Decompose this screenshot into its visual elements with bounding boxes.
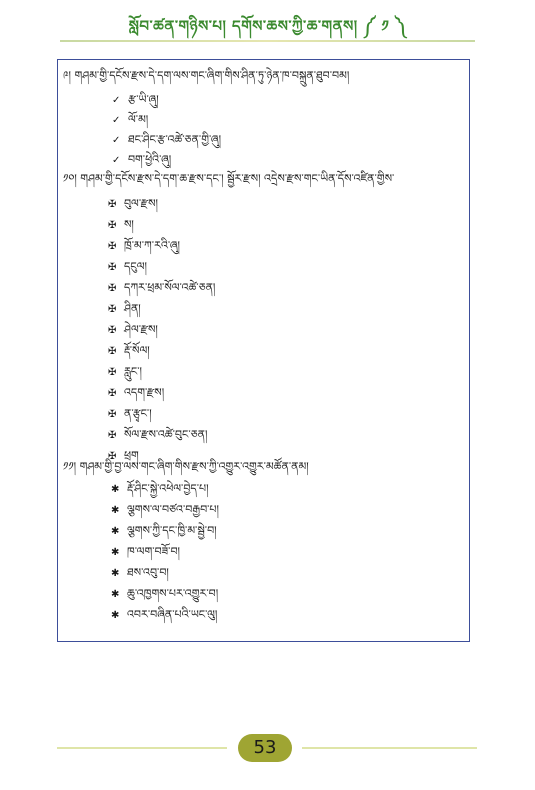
list-item — [108, 344, 150, 359]
option-label: ལོ་མ། — [128, 113, 149, 126]
list-item — [108, 386, 164, 401]
check-icon: ✓ — [112, 115, 121, 126]
asterisk-icon: ✱ — [111, 568, 120, 579]
question-11: ༡༡། གཤམ་གྱི་བྱ་ལས་གང་ཞིག་གིས་རྫས་ཀྱི་འགྱུར་འགྱུར་མཚོན་ནམ། — [63, 460, 309, 473]
option-label: རྡོ་སོལ། — [124, 344, 150, 357]
asterisk-icon: ✱ — [111, 589, 120, 600]
asterisk-icon: ✱ — [111, 505, 120, 516]
check-icon: ✓ — [112, 95, 121, 106]
list-item — [111, 503, 219, 518]
list-item — [108, 281, 215, 296]
maltese-cross-icon: ✠ — [108, 220, 117, 231]
check-icon: ✓ — [112, 155, 121, 166]
option-label: ཤེལ་རྫས། — [124, 323, 158, 336]
asterisk-icon: ✱ — [111, 547, 120, 558]
option-label: དངུལ། — [124, 260, 147, 273]
list-item — [111, 566, 169, 581]
option-label: འདག་རྫས། — [124, 386, 165, 399]
maltese-cross-icon: ✠ — [108, 451, 117, 462]
list-item — [111, 482, 209, 497]
option-label: འབར་བཞིན་པའི་ཡང་ལུ། — [127, 608, 218, 621]
list-item — [111, 524, 217, 539]
maltese-cross-icon: ✠ — [108, 325, 117, 336]
option-label: རླུང་། — [124, 365, 142, 378]
option-label: ཐས་འབུ་བ། — [127, 566, 169, 579]
option-label: ལྕགས་ལ་བཙའ་བརྒྱབ་པ། — [127, 503, 219, 516]
header-divider — [60, 40, 475, 42]
maltese-cross-icon: ✠ — [108, 262, 117, 273]
maltese-cross-icon: ✠ — [108, 199, 117, 210]
asterisk-icon: ✱ — [111, 526, 120, 537]
list-item — [108, 197, 158, 212]
maltese-cross-icon: ✠ — [108, 283, 117, 294]
question-10: ༡༠། གཤམ་གྱི་དངོས་རྫས་དེ་དག་ཆ་རྫས་དང་། སྦྱོར་རྫས། འདྲེས་རྫས་གང་ཡིན་དོས་འཛིན་གྱིས་ — [63, 172, 395, 185]
question-9: ༩། གཤམ་གྱི་དངོས་རྫས་དེ་དག་ལས་གང་ཞིག་གིས་ཤིན་ཏུ་ཉེན་ཁ་བསྐྲུན་ཐུབ་བམ། — [63, 69, 350, 82]
list-item — [108, 407, 152, 422]
option-label: ས། — [124, 218, 134, 231]
list-item — [112, 133, 221, 148]
page-header-title: སློབ་ཚན་གཉིས་པ། དགོས་ཆས་ཀྱི་ཆ་གནས། ༼ ༡ ༽ — [128, 17, 407, 35]
option-label: རྡོ་ཤིང་སྐྱེ་འཕེལ་བྱེད་པ། — [127, 482, 209, 495]
option-label: རྩ་ཡི་ཞུ། — [128, 93, 159, 106]
list-item — [108, 260, 147, 275]
list-item — [112, 113, 148, 128]
page-number: 53 — [238, 734, 292, 762]
maltese-cross-icon: ✠ — [108, 367, 117, 378]
asterisk-icon: ✱ — [111, 610, 120, 621]
list-item — [108, 428, 207, 443]
footer-divider-left — [57, 747, 227, 749]
list-item — [108, 323, 158, 338]
list-item — [108, 365, 142, 380]
option-label: བུལ་རྫས། — [124, 197, 158, 210]
maltese-cross-icon: ✠ — [108, 304, 117, 315]
option-label: ཕྲག — [124, 449, 139, 462]
list-item — [111, 545, 180, 560]
option-label: ཤིན། — [124, 302, 141, 315]
list-item — [108, 239, 180, 254]
list-item — [108, 218, 134, 233]
option-label: སོལ་རྫས་འཚེ་བུང་ཅན། — [124, 428, 208, 441]
check-icon: ✓ — [112, 135, 121, 146]
asterisk-icon: ✱ — [111, 484, 120, 495]
list-item — [111, 587, 218, 602]
maltese-cross-icon: ✠ — [108, 430, 117, 441]
list-item — [112, 153, 171, 168]
option-label: ཆུ་འཁྱགས་པར་འགྱུར་བ། — [127, 587, 219, 600]
option-label: ལྕགས་ཀྱི་དང་ཁྱི་མ་སྦྱེ་བ། — [127, 524, 217, 537]
maltese-cross-icon: ✠ — [108, 241, 117, 252]
option-label: བག་ཕྱེའི་ཞུ། — [128, 153, 172, 166]
list-item — [112, 93, 159, 108]
option-label: ཁྲོ་མ་ཀ་རའི་ཞུ། — [124, 239, 181, 252]
list-item — [111, 608, 217, 623]
list-item — [108, 302, 141, 317]
option-label: ཐང་ཤིང་རྩ་འཚེ་ཅན་གྱི་ཞུ། — [128, 133, 222, 146]
option-label: ན་རྩྭང་། — [124, 407, 152, 420]
maltese-cross-icon: ✠ — [108, 388, 117, 399]
maltese-cross-icon: ✠ — [108, 409, 117, 420]
option-label: དཀར་ཕྲམ་སོལ་འཚེ་ཅན། — [124, 281, 216, 294]
option-label: ཁ་ལག་བཟོ་བ། — [127, 545, 180, 558]
footer-divider-right — [302, 747, 477, 749]
maltese-cross-icon: ✠ — [108, 346, 117, 357]
